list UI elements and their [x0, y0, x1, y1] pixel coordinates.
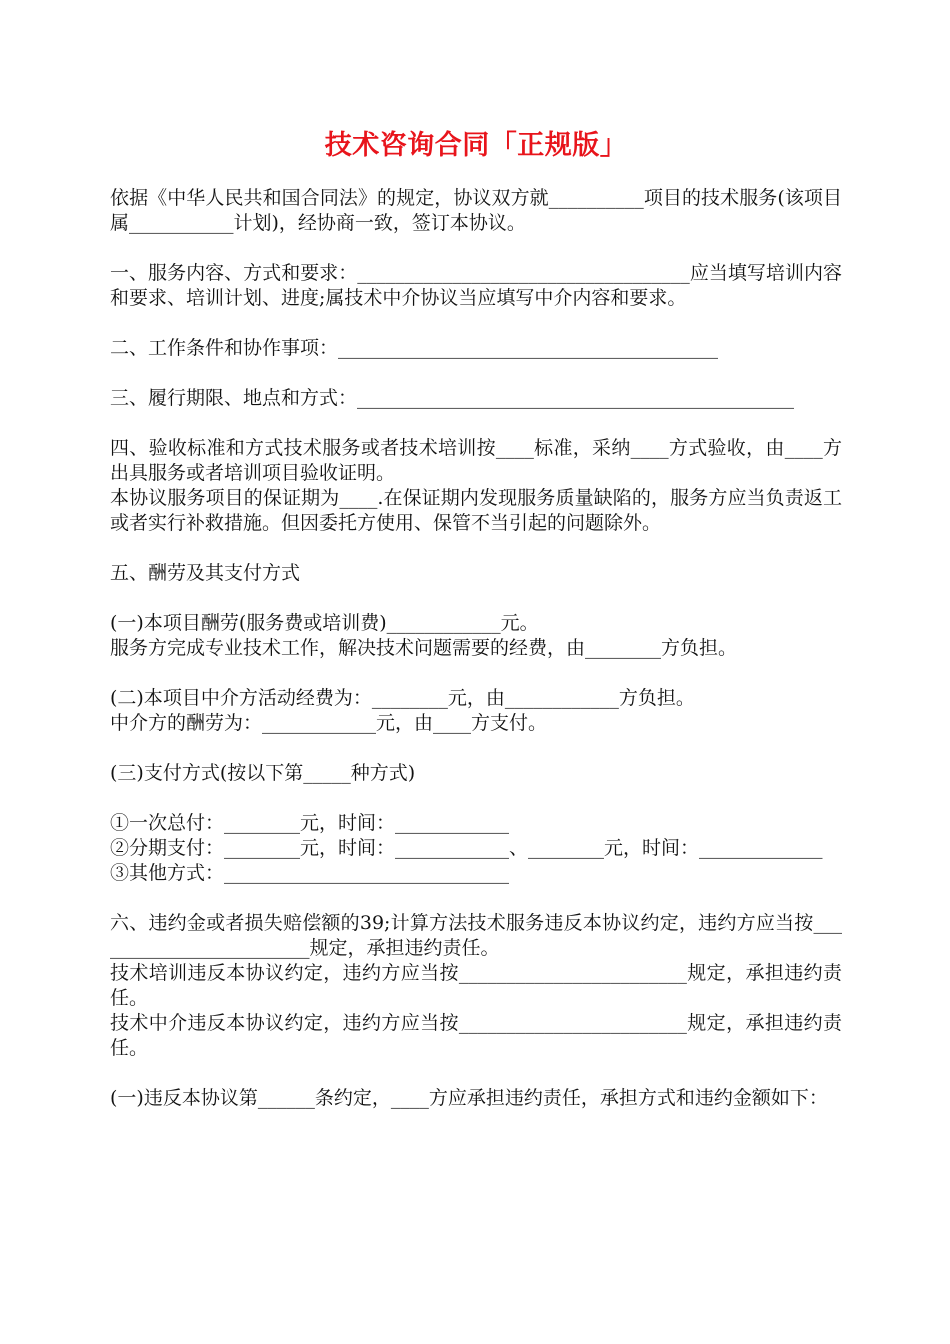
intro-paragraph — [110, 186, 842, 236]
section-service-content — [110, 261, 842, 311]
text-line: (一)本项目酬劳(服务费或培训费)____________元。 — [110, 612, 539, 634]
section-performance-period — [110, 386, 842, 411]
section-remuneration-heading — [110, 561, 842, 586]
section-work-conditions — [110, 336, 842, 361]
document-title: 技术咨询合同「正规版」 — [324, 130, 628, 161]
clause-remuneration-1 — [110, 611, 842, 661]
text-line: ③其他方式：______________________________ — [110, 862, 510, 884]
text-line: (三)支付方式(按以下第_____种方式) — [110, 762, 416, 784]
text-line: 四、验收标准和方式技术服务或者技术培训按____标准，采纳____方式验收，由____方出具服务或者培训项目验收证明。 — [110, 437, 842, 484]
clause-payment-method — [110, 761, 842, 786]
clause-remuneration-2 — [110, 686, 842, 736]
text-line: 技术培训违反本协议约定，违约方应当按________________________规定，承担违约责任。 — [110, 962, 842, 1009]
text-line: 依据《中华人民共和国合同法》的规定，协议双方就__________项目的技术服务(该项目属___________计划)，经协商一致，签订本协议。 — [110, 187, 842, 234]
text-line: 五、酬劳及其支付方式 — [110, 562, 301, 584]
text-line: 二、工作条件和协作事项：________________________________________ — [110, 337, 719, 359]
text-line: ②分期支付：________元，时间：____________、________元，时间：_____________ — [110, 837, 823, 859]
clause-breach-1 — [110, 1086, 842, 1111]
text-line: (二)本项目中介方活动经费为：________元，由____________方负担。 — [110, 687, 695, 709]
text-line: 技术中介违反本协议约定，违约方应当按________________________规定，承担违约责任。 — [110, 1012, 842, 1059]
text-line: (一)违反本协议第______条约定，____方应承担违约责任，承担方式和违约金额如下： — [110, 1087, 828, 1109]
text-line: 三、履行期限、地点和方式：______________________________________________ — [110, 387, 795, 409]
section-acceptance — [110, 436, 842, 536]
document-page — [110, 128, 842, 1111]
text-line: 一、服务内容、方式和要求：___________________________________应当填写培训内容和要求、培训计划、进度;属技术中介协议当应填写中介内容和要求。 — [110, 262, 842, 309]
text-line: 六、违约金或者损失赔偿额的39;计算方法技术服务违反本协议约定，违约方应当按________________________规定，承担违约责任。 — [110, 912, 842, 959]
section-liquidated-damages — [110, 911, 842, 1061]
text-line: ①一次总付：________元，时间：____________ — [110, 812, 510, 834]
text-line: 服务方完成专业技术工作，解决技术问题需要的经费，由________方负担。 — [110, 637, 738, 659]
text-line: 本协议服务项目的保证期为____.在保证期内发现服务质量缺陷的，服务方应当负责返工或者实行补救措施。但因委托方使用、保管不当引起的问题除外。 — [110, 487, 842, 534]
payment-options — [110, 811, 842, 886]
text-line: 中介方的酬劳为：____________元，由____方支付。 — [110, 712, 548, 734]
